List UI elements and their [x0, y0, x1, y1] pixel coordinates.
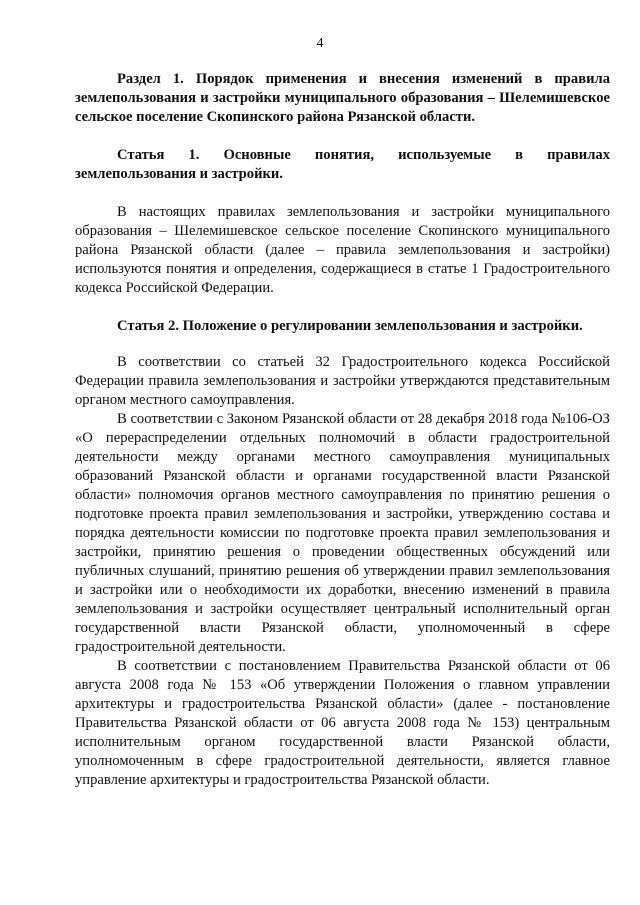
document-body [75, 70, 610, 790]
article-2-paragraph-3: В соответствии с постановлением Правительства Рязанской области от 06 августа 2008 года № 153 «Об утверждении Положения о главном управлении архитектуры и градостроительства Рязанской области» (далее - постановление Правительства Рязанской области от 06 августа 2008 года № 153) центральным исполнительным органом государственной власти Рязанской области, уполномоченным в сфере градостроительной деятельности, является главное управление архитектуры и градостроительства Рязанской области. [75, 658, 610, 788]
page-number: 4 [316, 36, 324, 51]
section-heading: Раздел 1. Порядок применения и внесения изменений в правила землепользования и застройки муниципального образования – Шелемишевское сельское поселение Скопинского района Рязанской области. [75, 71, 610, 125]
article-2-paragraph-1: В соответствии со статьей 32 Градостроительного кодекса Российской Федерации правила землепользования и застройки утверждаются представительным органом местного самоуправления. [75, 354, 610, 408]
article-2-heading: Статья 2. Положение о регулировании землепользования и застройки. [117, 318, 583, 334]
spacer [75, 336, 610, 353]
spacer [75, 298, 610, 317]
spacer [75, 184, 610, 203]
article-1-paragraph: В настоящих правилах землепользования и застройки муниципального образования – Шелемишевское сельское поселение Скопинского муниципального района Рязанской области (далее – правила землепользования и застройки) используются понятия и определения, содержащиеся в статье 1 Градостроительного кодекса Российской Федерации. [75, 204, 610, 296]
article-1-heading: Статья 1. Основные понятия, используемые в правилах землепользования и застройки. [75, 147, 610, 182]
article-2-paragraph-2: В соответствии с Законом Рязанской области от 28 декабря 2018 года №106-ОЗ «О перераспределении отдельных полномочий в области градостроительной деятельности между органами местного самоуправления муниципальных образований Рязанской области и органами государственной власти Рязанской области» полномочия органов местного самоуправления по принятию решения о подготовке проекта правил землепользования и застройки, утверждению состава и порядка деятельности комиссии по подготовке проекта правил землепользования и застройки, принятию решения о проведении общественных обсуждений или публичных слушаний, принятию решения об утверждении правил землепользования и застройки или о необходимости их доработки, внесению изменений в правила землепользования и застройки осуществляет центральный исполнительный орган государственной власти Рязанской области, уполномоченный в сфере градостроительной деятельности. [75, 411, 610, 655]
spacer [75, 127, 610, 146]
